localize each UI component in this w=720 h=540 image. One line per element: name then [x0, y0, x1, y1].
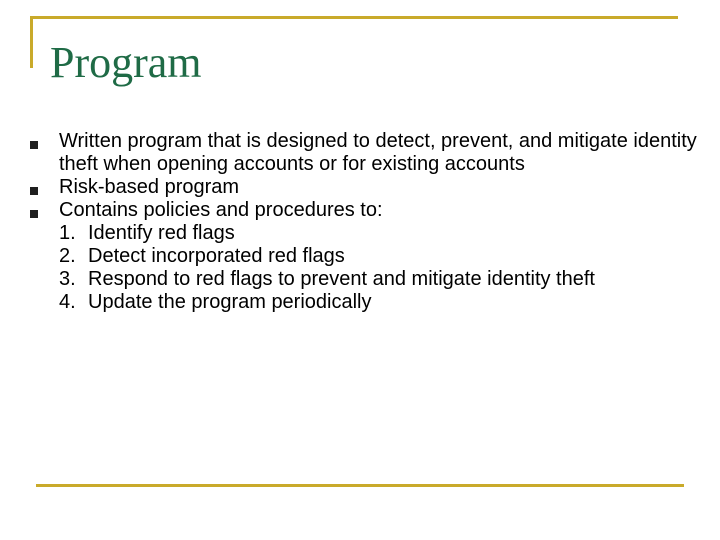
bullet-list [30, 130, 700, 314]
step-number: 4. [59, 291, 76, 313]
procedure-step [59, 245, 700, 268]
bullet-text: Written program that is designed to detect, prevent, and mitigate identity theft when opening accounts or for existing accounts [59, 130, 697, 175]
bullet-item [30, 199, 700, 314]
procedure-list [59, 222, 700, 314]
procedure-step [59, 222, 700, 245]
step-text: Identify red flags [88, 222, 235, 244]
frame-left-line [30, 16, 33, 68]
procedure-step [59, 291, 700, 314]
procedure-step [59, 268, 700, 291]
square-bullet-icon [30, 141, 38, 149]
bullet-item [30, 176, 700, 199]
step-text: Update the program periodically [88, 291, 372, 313]
frame-top-line [30, 16, 678, 19]
bullet-text: Risk-based program [59, 176, 240, 198]
step-number: 1. [59, 222, 76, 244]
square-bullet-icon [30, 210, 38, 218]
step-text: Detect incorporated red flags [88, 245, 345, 267]
bullet-text: Contains policies and procedures to: [59, 199, 383, 221]
frame-bottom-line [36, 484, 684, 487]
step-number: 2. [59, 245, 76, 267]
step-number: 3. [59, 268, 76, 290]
square-bullet-icon [30, 187, 38, 195]
step-text: Respond to red flags to prevent and mitigate identity theft [88, 268, 595, 290]
slide-title: Program [50, 38, 202, 87]
bullet-item [30, 130, 700, 176]
